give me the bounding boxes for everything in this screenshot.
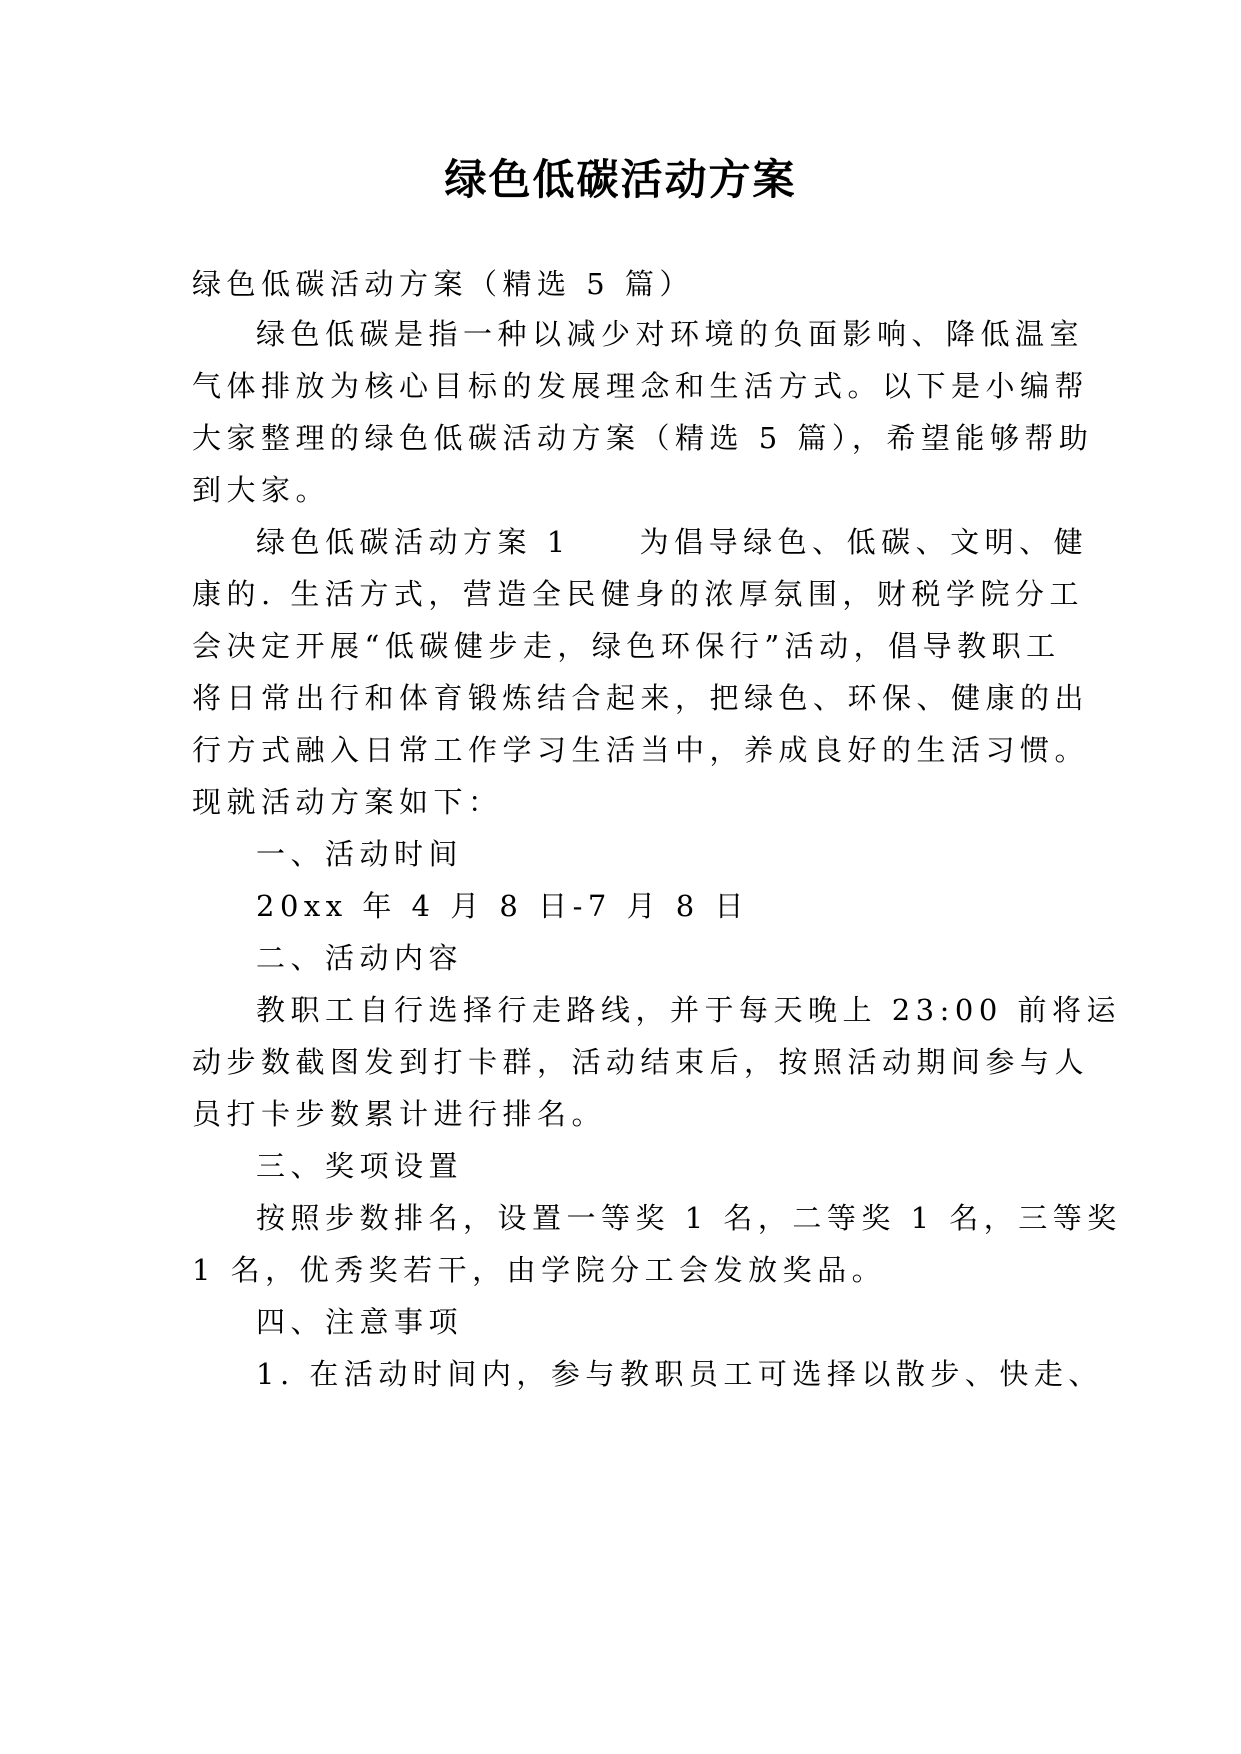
heading-notes: 四、注意事项 (256, 1305, 464, 1339)
intro-line: 大家整理的绿色低碳活动方案（精选 5 篇），希望能够帮助 (192, 421, 1094, 455)
content-line: 教职工自行选择行走路线，并于每天晚上 23:00 前将运 (256, 993, 1122, 1027)
subtitle: 绿色低碳活动方案（精选 5 篇） (192, 267, 694, 301)
awards-line: 按照步数排名，设置一等奖 1 名，二等奖 1 名，三等奖 (256, 1201, 1122, 1235)
activity-time-value: 20xx 年 4 月 8 日-7 月 8 日 (256, 889, 749, 923)
section1-line: 绿色低碳活动方案 1 为倡导绿色、低碳、文明、健 (256, 525, 1089, 559)
section1-line: 将日常出行和体育锻炼结合起来，把绿色、环保、健康的出 (192, 681, 1090, 715)
awards-line: 1 名，优秀奖若干，由学院分工会发放奖品。 (192, 1253, 887, 1287)
section1-line: 会决定开展“低碳健步走，绿色环保行”活动，倡导教职工 (192, 629, 1061, 663)
heading-activity-content: 二、活动内容 (256, 941, 464, 975)
heading-awards: 三、奖项设置 (256, 1149, 464, 1183)
document-title: 绿色低碳活动方案 (444, 155, 797, 204)
content-line: 动步数截图发到打卡群，活动结束后，按照活动期间参与人 (192, 1045, 1090, 1079)
intro-line: 绿色低碳是指一种以减少对环境的负面影响、降低温室 (256, 317, 1085, 351)
heading-activity-time: 一、活动时间 (256, 837, 464, 871)
section1-line: 行方式融入日常工作学习生活当中，养成良好的生活习惯。 (192, 733, 1090, 767)
intro-line: 气体排放为核心目标的发展理念和生活方式。以下是小编帮 (192, 369, 1090, 403)
notes-line: 1. 在活动时间内，参与教职员工可选择以散步、快走、 (256, 1357, 1103, 1391)
intro-line: 到大家。 (192, 473, 331, 507)
section1-line: 现就活动方案如下： (192, 785, 503, 819)
section1-line: 康的. 生活方式，营造全民健身的浓厚氛围，财税学院分工 (192, 577, 1084, 611)
content-line: 员打卡步数累计进行排名。 (192, 1097, 607, 1131)
